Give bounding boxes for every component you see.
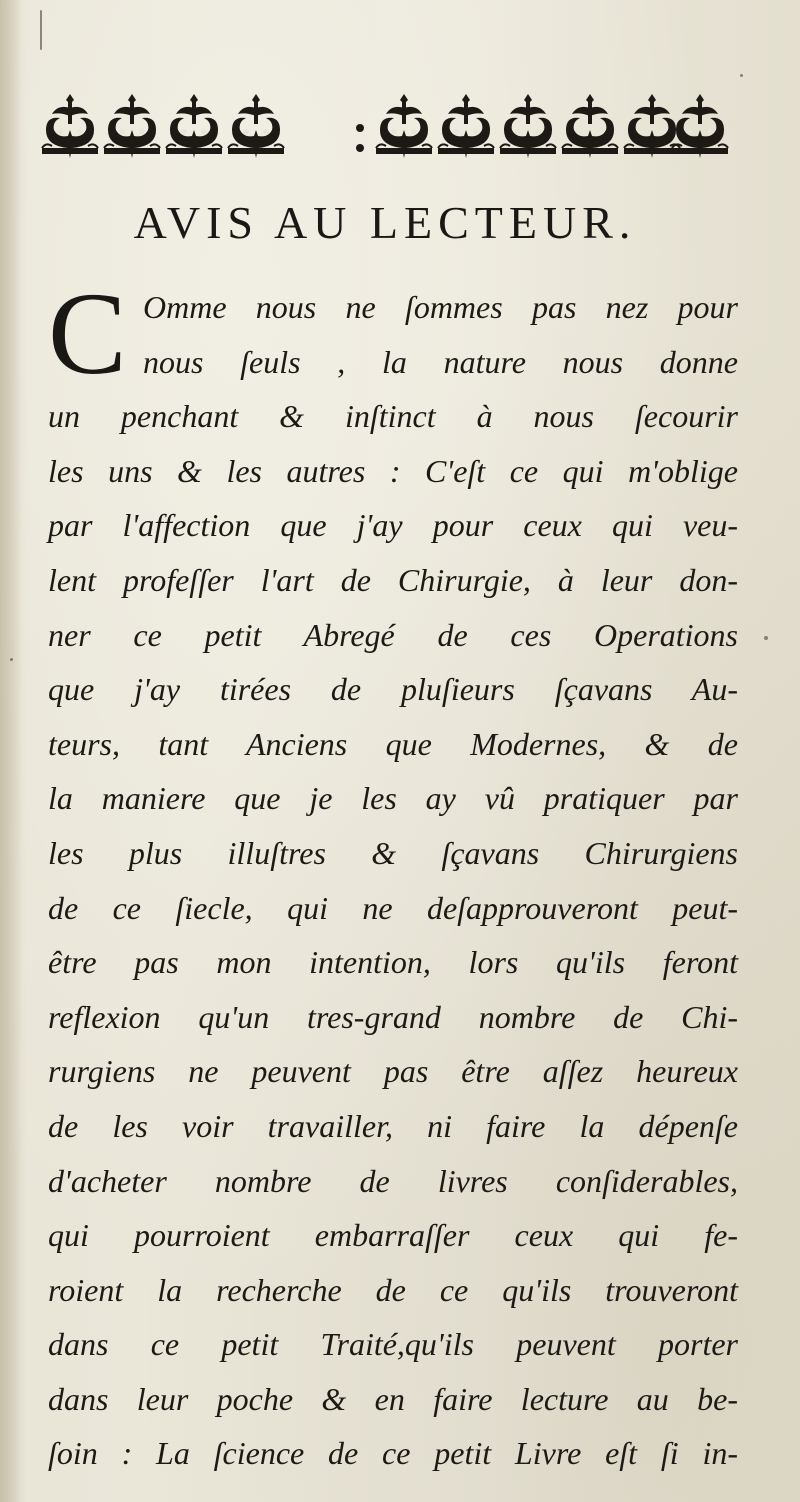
text-line: qui pourroient embarraſſer ceux qui fe- <box>48 1217 738 1254</box>
drop-cap-initial: C <box>48 268 127 399</box>
text-line: de ce ſiecle, qui ne deſapprouveront peut- <box>48 889 738 926</box>
text-line: dans leur poche & en faire lecture au be- <box>48 1380 738 1417</box>
text-line: ſoin : La ſcience de ce petit Livre eſt ſi in- <box>48 1435 738 1472</box>
text-line: dans ce petit Traité,qu'ils peuvent porter <box>48 1326 738 1363</box>
text-line: reflexion qu'un tres-grand nombre de Chi- <box>48 998 738 1035</box>
ink-speck <box>10 658 13 661</box>
text-line: la maniere que je les ay vû pratiquer par <box>48 780 738 817</box>
text-line: les plus illuſtres & ſçavans Chirurgiens <box>48 834 738 871</box>
page-title: AVIS AU LECTEUR. <box>133 197 637 248</box>
decorative-headband-ornament <box>40 90 730 164</box>
text-line: ner ce petit Abregé de ces Operations <box>48 616 738 653</box>
margin-mark <box>40 10 42 50</box>
text-line: Omme nous ne ſommes pas nez pour <box>143 289 738 325</box>
ink-speck <box>764 636 768 640</box>
text-line: d'acheter nombre de livres conſiderables, <box>48 1162 738 1199</box>
text-line: les uns & les autres : C'eſt ce qui m'oblige <box>48 452 738 489</box>
text-line: par l'affection que j'ay pour ceux qui veu- <box>48 507 738 544</box>
body-paragraph <box>48 268 738 1481</box>
text-line: de les voir travailler, ni faire la dépenſe <box>48 1107 738 1144</box>
ink-speck <box>740 74 743 77</box>
text-line: être pas mon intention, lors qu'ils feront <box>48 944 738 981</box>
text-line: teurs, tant Anciens que Modernes, & de <box>48 725 738 762</box>
text-line: rurgiens ne peuvent pas être aſſez heureux <box>48 1053 738 1090</box>
text-line: roient la recherche de ce qu'ils trouveront <box>48 1271 738 1308</box>
text-line: lent profeſſer l'art de Chirurgie, à leur don- <box>48 561 738 598</box>
text-line: nous ſeuls , la nature nous donne <box>143 343 738 380</box>
text-line: que j'ay tirées de pluſieurs ſçavans Au- <box>48 671 738 708</box>
text-line: un penchant & inſtinct à nous ſecourir <box>48 398 738 435</box>
